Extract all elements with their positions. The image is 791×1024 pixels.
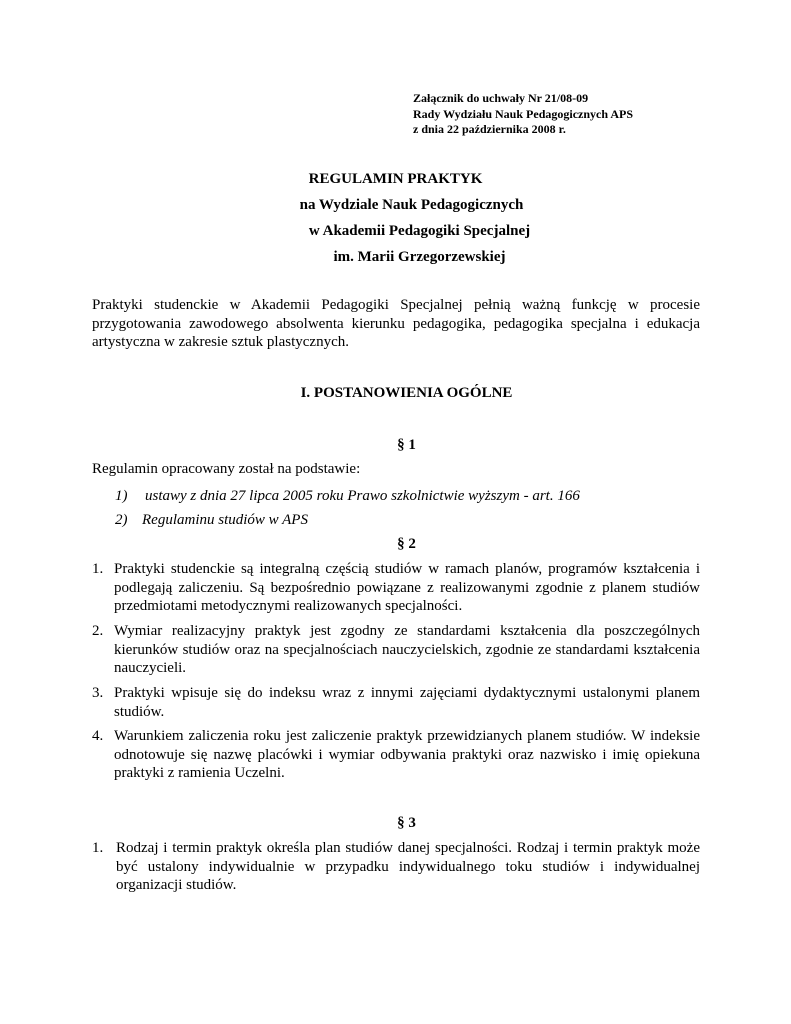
par2-item-4-num: 4. bbox=[92, 728, 104, 744]
title-line-4: im. Marii Grzegorzewskiej bbox=[333, 249, 506, 265]
intro-paragraph: Praktyki studenckie w Akademii Pedagogiki Specjalnej pełnią ważną funkcję w procesie przygotowania zawodowego absolwenta kierunku pedagogika, pedagogika specjalna i edukacja artystyczna w zakresie sztuk plastycznych. bbox=[92, 297, 700, 350]
paragraph-symbol-2: § 2 bbox=[397, 536, 416, 552]
par1-item-2 bbox=[115, 512, 308, 529]
paragraph-symbol-3: § 3 bbox=[397, 815, 416, 831]
par1-item-1 bbox=[115, 488, 580, 505]
par3-item-1-num: 1. bbox=[92, 840, 104, 856]
attachment-line-3: z dnia 22 października 2008 r. bbox=[413, 122, 566, 136]
par1-item-2-num: 2) bbox=[115, 512, 128, 528]
par2-item-2-text: Wymiar realizacyjny praktyk jest zgodny ze standardami kształcenia dla poszczególnych kierunków studiów oraz na specjalnościach nauczycielskich, zgodnie ze standardami kształcenia nauczycieli. bbox=[114, 623, 700, 676]
par1-item-1-text: ustawy z dnia 27 lipca 2005 roku Prawo szkolnictwie wyższym - art. 166 bbox=[145, 488, 580, 504]
par2-item-4-text: Warunkiem zaliczenia roku jest zaliczenie praktyk przewidzianych planem studiów. W indeksie odnotowuje się nazwę placówki i wymiar odbywania praktyki oraz nazwisko i imię opiekuna praktyki z ramienia Uczelni. bbox=[114, 728, 700, 781]
par2-item-2-num: 2. bbox=[92, 623, 104, 639]
par2-item-2 bbox=[92, 622, 700, 678]
par3-item-1 bbox=[92, 839, 700, 895]
par1-item-2-text: Regulaminu studiów w APS bbox=[142, 512, 308, 528]
par2-item-1-text: Praktyki studenckie są integralną częścią studiów w ramach planów, programów kształcenia i podlegają zaliczeniu. Są bezpośrednio powiązane z realizowanymi zgodnie z planem studiów przedmiotami metodycznymi realizowanych specjalności. bbox=[114, 561, 700, 614]
attachment-line-2: Rady Wydziału Nauk Pedagogicznych APS bbox=[413, 106, 634, 121]
par2-item-3 bbox=[92, 684, 700, 721]
par2-item-1-num: 1. bbox=[92, 561, 104, 577]
par3-item-1-text: Rodzaj i termin praktyk określa plan studiów danej specjalności. Rodzaj i termin praktyk może być ustalony indywidualnie w przypadku indywidualnego toku studiów i indywidualnej organizacji studiów. bbox=[116, 840, 700, 893]
attachment-note bbox=[413, 91, 633, 138]
par1-lead: Regulamin opracowany został na podstawie: bbox=[92, 461, 361, 477]
paragraph-symbol-1: § 1 bbox=[397, 437, 416, 453]
par2-item-1 bbox=[92, 560, 700, 616]
title-line-3: w Akademii Pedagogiki Specjalnej bbox=[308, 223, 531, 239]
par2-item-3-text: Praktyki wpisuje się do indeksu wraz z innymi zajęciami dydaktycznymi ustalonymi planem studiów. bbox=[114, 685, 700, 720]
title-line-2: na Wydziale Nauk Pedagogicznych bbox=[299, 197, 524, 213]
section-heading-general: I. POSTANOWIENIA OGÓLNE bbox=[300, 385, 513, 401]
title-line-1: REGULAMIN PRAKTYK bbox=[308, 171, 483, 187]
par2-item-3-num: 3. bbox=[92, 685, 104, 701]
attachment-line-1: Załącznik do uchwały Nr 21/08-09 bbox=[413, 91, 589, 105]
par1-item-1-num: 1) bbox=[115, 488, 128, 504]
par2-item-4 bbox=[92, 727, 700, 783]
